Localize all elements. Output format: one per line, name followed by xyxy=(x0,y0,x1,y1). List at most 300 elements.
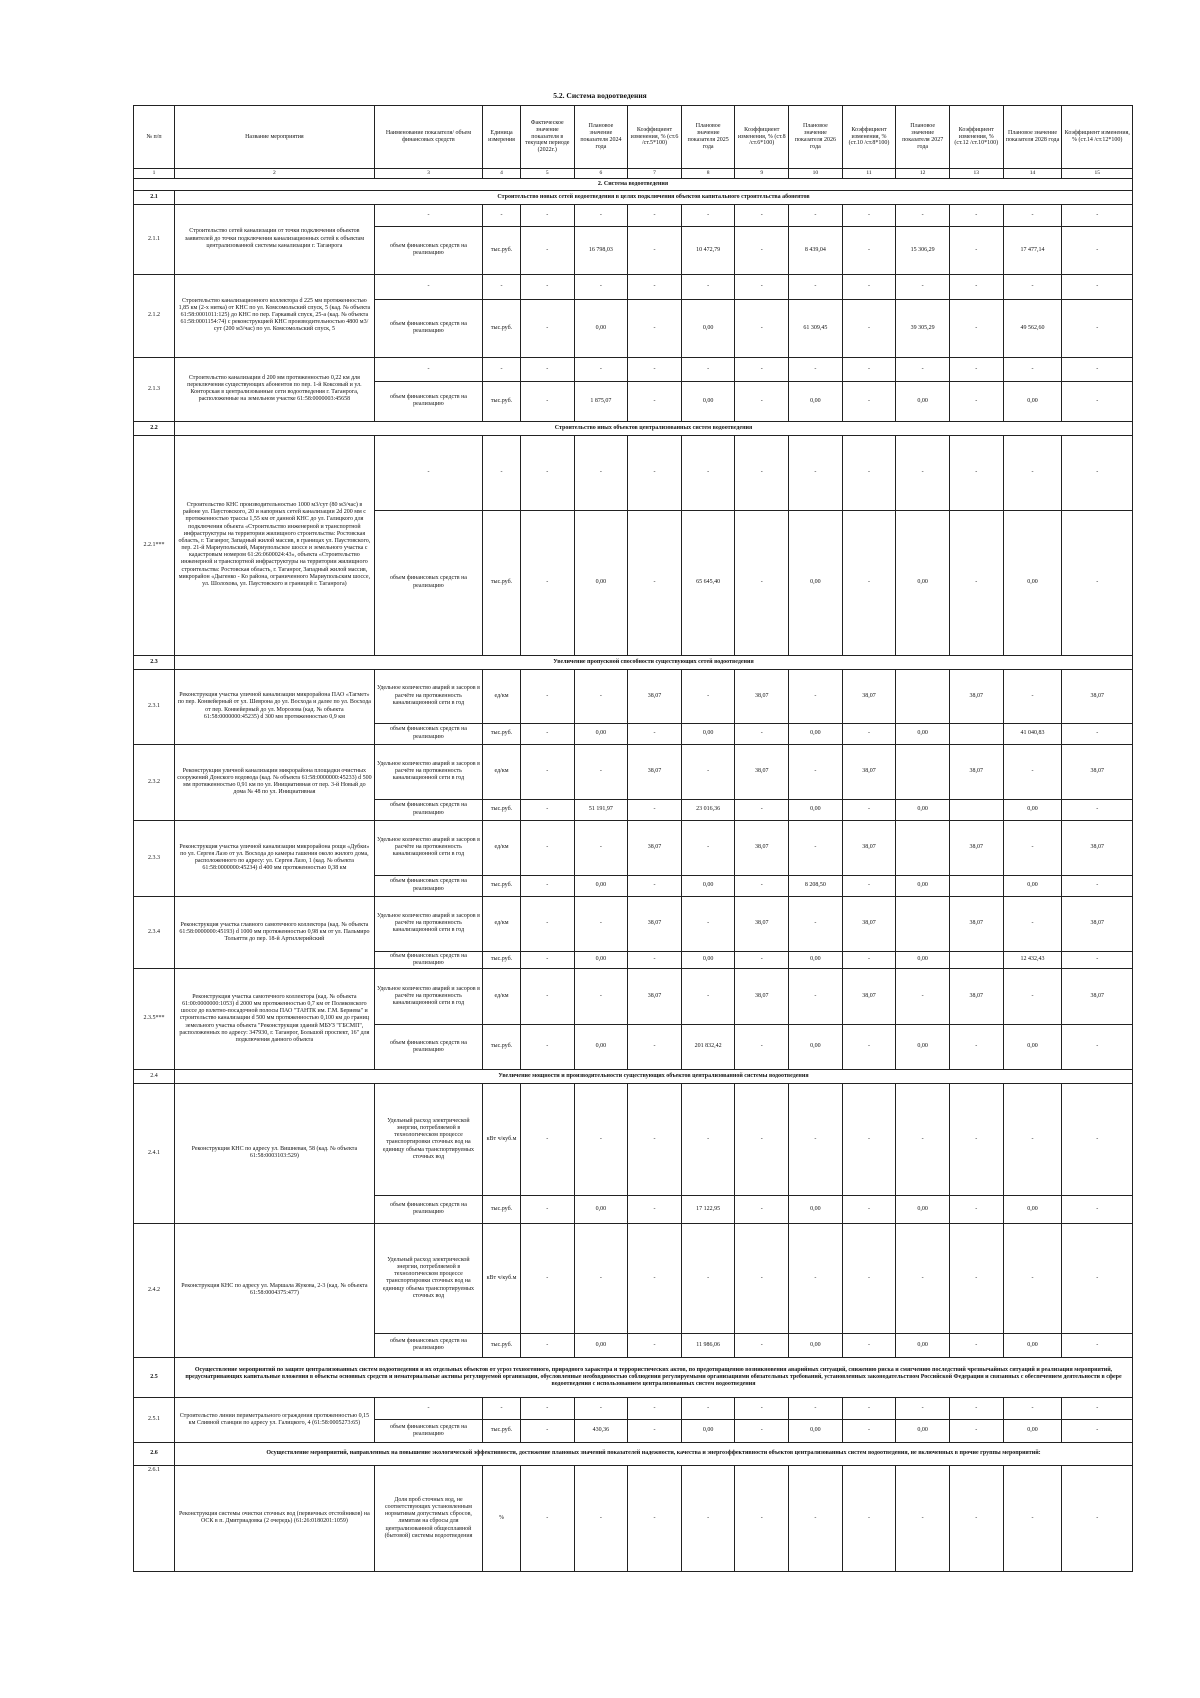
value-cell: 0,00 xyxy=(681,1419,735,1442)
value-cell: 0,00 xyxy=(789,510,843,655)
cell xyxy=(949,875,1003,896)
value-cell: 1 875,07 xyxy=(574,381,628,421)
cell: - xyxy=(520,744,574,799)
cell: - xyxy=(1003,1083,1062,1195)
item-number: 2.4.1 xyxy=(134,1083,175,1223)
cell: - xyxy=(628,723,682,744)
indicator-name: Удельное количество аварий и засоров в расчёте на протяженность канализационной сети в год xyxy=(374,669,482,723)
value-cell: 39 305,29 xyxy=(896,299,950,357)
value-cell: 38,07 xyxy=(735,820,789,875)
value-cell: 0,00 xyxy=(789,951,843,968)
unit: тыс.руб. xyxy=(483,1024,521,1069)
cell: - xyxy=(842,1024,896,1069)
cell: - xyxy=(735,1333,789,1357)
cell: - xyxy=(1062,435,1133,510)
value-cell: 38,07 xyxy=(949,968,1003,1024)
value-cell: 17 477,14 xyxy=(1003,226,1062,274)
value-cell: 0,00 xyxy=(1003,1333,1062,1357)
cell: - xyxy=(374,1397,482,1419)
header-cell: Коэффициент изменения, % (ст.12 /ст.10*100) xyxy=(949,106,1003,169)
cell: - xyxy=(520,510,574,655)
cell: - xyxy=(1003,1397,1062,1419)
value-cell: 38,07 xyxy=(842,896,896,951)
cell xyxy=(896,669,950,723)
value-cell: 0,00 xyxy=(896,510,950,655)
column-number: 14 xyxy=(1003,169,1062,179)
table-row xyxy=(134,274,1133,299)
cell: - xyxy=(628,274,682,299)
value-cell: 38,07 xyxy=(735,669,789,723)
cell: - xyxy=(1062,357,1133,381)
column-number: 3 xyxy=(374,169,482,179)
section-number: 2.3 xyxy=(134,655,175,669)
section-number: 2.6 xyxy=(134,1442,175,1465)
cell: - xyxy=(1003,896,1062,951)
value-cell: 0,00 xyxy=(574,1333,628,1357)
column-number: 2 xyxy=(175,169,375,179)
item-name: Реконструкция КНС по адресу ул. Маршала Жукова, 2-3 (кад. № объекта 61:58:0004375:477) xyxy=(175,1223,375,1357)
indicator-name: Доля проб сточных вод, не соответствующих установленным нормативам допустимых сбросов, лимитам на сбросы для централизованной общесплавной (бытовой) системы водоотведения xyxy=(374,1465,482,1571)
header-cell: Фактическое значение показателя в текущем периоде (2022г.) xyxy=(520,106,574,169)
cell: - xyxy=(1062,1419,1133,1442)
value-cell: 11 986,06 xyxy=(681,1333,735,1357)
cell: - xyxy=(520,226,574,274)
cell xyxy=(896,820,950,875)
cell xyxy=(949,723,1003,744)
cell: - xyxy=(896,435,950,510)
item-number: 2.3.4 xyxy=(134,896,175,968)
section-number: 2.4 xyxy=(134,1069,175,1083)
cell: - xyxy=(681,357,735,381)
cell: - xyxy=(628,204,682,226)
value-cell: 49 562,60 xyxy=(1003,299,1062,357)
indicator-name: Удельный расход электрической энергии, потребляемой в технологическом процессе транспортировки сточных вод на единицу объема транспортируемых сточных вод xyxy=(374,1223,482,1333)
indicator-name: объем финансовых средств на реализацию xyxy=(374,1333,482,1357)
cell: - xyxy=(681,204,735,226)
cell: - xyxy=(789,435,843,510)
value-cell: 38,07 xyxy=(949,669,1003,723)
cell: - xyxy=(1062,1083,1133,1195)
cell: - xyxy=(520,1397,574,1419)
cell: - xyxy=(520,1419,574,1442)
cell: - xyxy=(520,381,574,421)
indicator-name: объем финансовых средств на реализацию xyxy=(374,723,482,744)
cell: - xyxy=(520,1223,574,1333)
value-cell: 0,00 xyxy=(789,1419,843,1442)
cell xyxy=(896,744,950,799)
cell: - xyxy=(735,1195,789,1223)
indicator-name: Удельное количество аварий и засоров в расчёте на протяженность канализационной сети в год xyxy=(374,896,482,951)
value-cell: 0,00 xyxy=(574,875,628,896)
cell: - xyxy=(842,951,896,968)
indicator-name: Удельное количество аварий и засоров в расчёте на протяженность канализационной сети в год xyxy=(374,968,482,1024)
cell: - xyxy=(842,204,896,226)
value-cell: 38,07 xyxy=(1062,744,1133,799)
cell: - xyxy=(628,381,682,421)
cell: - xyxy=(1003,274,1062,299)
cell: - xyxy=(520,204,574,226)
cell: - xyxy=(520,1465,574,1571)
cell: - xyxy=(374,357,482,381)
section-row xyxy=(134,655,1133,669)
value-cell: 38,07 xyxy=(628,968,682,1024)
cell: - xyxy=(896,1465,950,1571)
cell: - xyxy=(520,951,574,968)
indicator-name: Удельный расход электрической энергии, потребляемой в технологическом процессе транспортировки сточных вод на единицу объема транспортируемых сточных вод xyxy=(374,1083,482,1195)
header-cell: Коэффициент изменения, % (ст.10 /ст.8*100) xyxy=(842,106,896,169)
value-cell: 0,00 xyxy=(574,510,628,655)
section-row xyxy=(134,1069,1133,1083)
unit: ед/км xyxy=(483,669,521,723)
value-cell: 0,00 xyxy=(1003,1419,1062,1442)
cell: - xyxy=(1003,435,1062,510)
cell: - xyxy=(789,1083,843,1195)
item-name: Строительство линии периметрального ограждения протяженностью 0,15 км Сливной станции по адресу ул. Галицкого, 4 (61:58:0005273:65) xyxy=(175,1397,375,1442)
cell: - xyxy=(574,435,628,510)
section-title: Строительство иных объектов централизованных систем водоотведения xyxy=(175,421,1133,435)
cell: - xyxy=(789,896,843,951)
cell: - xyxy=(520,274,574,299)
value-cell: 0,00 xyxy=(1003,1024,1062,1069)
item-name: Строительство канализационного коллектора d 225 мм протяженностью 1,85 км (2-х нитка) от КНС по ул. Комсомольский спуск, 5 (кад. № объекта 61:58:0001011:125) до КНС по пер. Гаркавый спуск, 25-а (кад. № объекта 61:58:0001154:74) с реконструкцией КНС производительностью 4800 м3/сут (200 м3/час) по ул. Комсомольский спуск, 5 xyxy=(175,274,375,357)
value-cell: 0,00 xyxy=(896,799,950,820)
value-cell: 0,00 xyxy=(574,723,628,744)
value-cell: 0,00 xyxy=(1003,799,1062,820)
cell: - xyxy=(1003,204,1062,226)
cell: - xyxy=(842,1083,896,1195)
cell: - xyxy=(735,274,789,299)
value-cell: 38,07 xyxy=(628,896,682,951)
indicator-name: объем финансовых средств на реализацию xyxy=(374,299,482,357)
header-cell: Наименование показателя/ объем финансовых средств xyxy=(374,106,482,169)
section-title: Увеличение мощности и производительности существующих объектов централизованной системы водоотведения xyxy=(175,1069,1133,1083)
cell: - xyxy=(374,435,482,510)
value-cell: 65 645,40 xyxy=(681,510,735,655)
cell: - xyxy=(789,1397,843,1419)
table-row xyxy=(134,820,1133,875)
cell: - xyxy=(842,1333,896,1357)
item-name: Реконструкция участка уличной канализации микрорайона рощи «Дубки» по ул. Сергея Лазо от ул. Восхода до камеры гашения около жилого дома, расположенного по адресу: ул. Сергея Лазо, 1 (кад. № объекта 61:58:0000000:45234) d 400 мм протяженностью 0,38 км xyxy=(175,820,375,896)
cell: - xyxy=(949,1223,1003,1333)
indicator-name: Удельное количество аварий и засоров в расчёте на протяженность канализационной сети в год xyxy=(374,744,482,799)
cell: - xyxy=(735,299,789,357)
cell: - xyxy=(896,1223,950,1333)
cell: - xyxy=(1003,357,1062,381)
table-row xyxy=(134,435,1133,510)
indicator-name: объем финансовых средств на реализацию xyxy=(374,381,482,421)
cell: - xyxy=(1003,968,1062,1024)
value-cell: 0,00 xyxy=(574,951,628,968)
cell: - xyxy=(1003,1223,1062,1333)
cell: - xyxy=(681,1397,735,1419)
value-cell: 0,00 xyxy=(789,799,843,820)
cell: - xyxy=(949,204,1003,226)
header-cell: Плановое значение показателя 2026 года xyxy=(789,106,843,169)
item-number: 2.3.3 xyxy=(134,820,175,896)
cell: - xyxy=(681,435,735,510)
cell: - xyxy=(735,723,789,744)
value-cell: 0,00 xyxy=(574,299,628,357)
cell: - xyxy=(735,1465,789,1571)
column-number: 12 xyxy=(896,169,950,179)
value-cell: 0,00 xyxy=(896,875,950,896)
cell xyxy=(896,896,950,951)
cell: - xyxy=(520,723,574,744)
unit: тыс.руб. xyxy=(483,226,521,274)
cell: - xyxy=(520,896,574,951)
cell: - xyxy=(628,1195,682,1223)
value-cell: 8 208,50 xyxy=(789,875,843,896)
section-row xyxy=(134,421,1133,435)
cell: - xyxy=(949,299,1003,357)
column-number: 10 xyxy=(789,169,843,179)
cell: - xyxy=(735,1397,789,1419)
cell: - xyxy=(681,1465,735,1571)
cell: - xyxy=(949,1195,1003,1223)
cell: - xyxy=(735,875,789,896)
table-row xyxy=(134,896,1133,951)
cell: - xyxy=(949,381,1003,421)
column-number: 13 xyxy=(949,169,1003,179)
cell: - xyxy=(681,669,735,723)
cell: - xyxy=(574,744,628,799)
cell: - xyxy=(628,357,682,381)
value-cell: 38,07 xyxy=(735,968,789,1024)
value-cell: 41 040,83 xyxy=(1003,723,1062,744)
cell: - xyxy=(628,1083,682,1195)
cell: - xyxy=(681,968,735,1024)
column-number: 8 xyxy=(681,169,735,179)
unit: ед/км xyxy=(483,896,521,951)
cell: - xyxy=(520,820,574,875)
cell: - xyxy=(574,820,628,875)
column-number: 4 xyxy=(483,169,521,179)
cell: - xyxy=(520,875,574,896)
indicator-name: объем финансовых средств на реализацию xyxy=(374,510,482,655)
value-cell: 0,00 xyxy=(896,381,950,421)
cell: - xyxy=(574,1223,628,1333)
unit: тыс.руб. xyxy=(483,799,521,820)
value-cell: 61 309,45 xyxy=(789,299,843,357)
unit: тыс.руб. xyxy=(483,723,521,744)
cell: - xyxy=(1062,1333,1133,1357)
cell: - xyxy=(1062,381,1133,421)
header-cell: Коэффициент изменения, % (ст.8 /ст.6*100) xyxy=(735,106,789,169)
cell: - xyxy=(789,1465,843,1571)
cell: - xyxy=(628,799,682,820)
value-cell: 0,00 xyxy=(896,1195,950,1223)
value-cell: 0,00 xyxy=(789,381,843,421)
cell: - xyxy=(483,1397,521,1419)
section-title: Строительство новых сетей водоотведения в целях подключения объектов капитального строительства абонентов xyxy=(175,190,1133,204)
cell: - xyxy=(520,299,574,357)
cell: - xyxy=(483,357,521,381)
cell: - xyxy=(574,1397,628,1419)
value-cell: 10 472,79 xyxy=(681,226,735,274)
item-name: Реконструкция уличной канализации микрорайона площадки очистных сооружений Донского водовода (кад. № объекта 61:58:0000000:45233) d 500 мм протяженностью 0,91 км по ул. Инициативная от пер. 3-й Новый до дома № 48 по ул. Инициативная xyxy=(175,744,375,820)
cell: - xyxy=(1062,1223,1133,1333)
section-row xyxy=(134,1357,1133,1397)
indicator-name: объем финансовых средств на реализацию xyxy=(374,1195,482,1223)
value-cell: 17 122,95 xyxy=(681,1195,735,1223)
document-title: 5.2. Система водоотведения xyxy=(553,91,647,100)
header-cell: Плановое значение показателя 2025 года xyxy=(681,106,735,169)
cell: - xyxy=(949,1419,1003,1442)
cell: - xyxy=(574,896,628,951)
cell: - xyxy=(520,435,574,510)
cell: - xyxy=(896,204,950,226)
cell: - xyxy=(520,357,574,381)
header-cell: Коэффициент изменения, % (ст.6 /ст.5*100) xyxy=(628,106,682,169)
column-number: 1 xyxy=(134,169,175,179)
value-cell: 0,00 xyxy=(896,1333,950,1357)
unit: тыс.руб. xyxy=(483,951,521,968)
cell: - xyxy=(735,1223,789,1333)
cell: - xyxy=(842,1419,896,1442)
value-cell: 0,00 xyxy=(1003,510,1062,655)
table-row xyxy=(134,1223,1133,1333)
indicator-name: объем финансовых средств на реализацию xyxy=(374,226,482,274)
item-name: Реконструкция КНС по адресу ул. Вишневая, 58 (кад. № объекта 61:58:0003103:529) xyxy=(175,1083,375,1223)
cell: - xyxy=(520,1195,574,1223)
cell: - xyxy=(1003,820,1062,875)
value-cell: 38,07 xyxy=(949,896,1003,951)
cell: - xyxy=(628,1419,682,1442)
cell: - xyxy=(1062,875,1133,896)
value-cell: 0,00 xyxy=(896,1024,950,1069)
block-title-row xyxy=(134,178,1133,190)
cell: - xyxy=(735,951,789,968)
cell: - xyxy=(789,274,843,299)
section-number: 2.2 xyxy=(134,421,175,435)
item-name: Реконструкция участка самотечного коллектора (кад. № объекта 61:00:0000000:1053) d 2000 мм протяженностью 0,7 км от Поляковского шоссе до взлетно-посадочной полосы ПАО "ТАНТК им. Г.М. Бериева" и строительство канализации d 500 мм протяженностью 0,100 км до границ земельного участка объекта "Реконструкция зданий МБУЗ "ГБСМП", расположенных по адресу: 347930, г. Таганрог, Большой проспект, 16" для подключения данного объекта xyxy=(175,968,375,1069)
cell: - xyxy=(628,1333,682,1357)
cell: - xyxy=(949,226,1003,274)
item-name: Реконструкция системы очистки сточных вод (первичных отстойников) на ОСК в п. Дмитриадовка (2 очередь) (61:26:0180201:1059) xyxy=(175,1465,375,1571)
table-row xyxy=(134,204,1133,226)
value-cell: 38,07 xyxy=(1062,669,1133,723)
value-cell: 38,07 xyxy=(842,968,896,1024)
value-cell: 38,07 xyxy=(628,744,682,799)
cell: - xyxy=(949,1465,1003,1571)
cell: - xyxy=(574,204,628,226)
cell: - xyxy=(949,435,1003,510)
cell: - xyxy=(483,204,521,226)
cell: - xyxy=(628,299,682,357)
cell: - xyxy=(374,274,482,299)
value-cell: 0,00 xyxy=(681,951,735,968)
cell: - xyxy=(949,1024,1003,1069)
value-cell: 38,07 xyxy=(1062,820,1133,875)
cell: - xyxy=(574,274,628,299)
section-row xyxy=(134,1442,1133,1465)
cell: - xyxy=(483,435,521,510)
value-cell: 430,36 xyxy=(574,1419,628,1442)
indicator-name: объем финансовых средств на реализацию xyxy=(374,1419,482,1442)
unit: % xyxy=(483,1465,521,1571)
cell: - xyxy=(735,381,789,421)
header-cell: Плановое значение показателя 2024 года xyxy=(574,106,628,169)
value-cell: 12 432,43 xyxy=(1003,951,1062,968)
cell: - xyxy=(1062,510,1133,655)
value-cell: 0,00 xyxy=(681,723,735,744)
value-cell: 0,00 xyxy=(789,1195,843,1223)
cell: - xyxy=(896,1083,950,1195)
item-name: Реконструкция участка уличной канализации микрорайона ПАО «Тагмет» по пер. Конвейерный от ул. Шеврона до ул. Восхода и далее по ул. Восхода от пер. Конвейерный до ул. Морозова (кад. № объекта 61:58:0000000:45235) d 300 мм протяженностью 0,9 км xyxy=(175,669,375,744)
cell: - xyxy=(842,799,896,820)
indicator-name: объем финансовых средств на реализацию xyxy=(374,875,482,896)
column-number: 15 xyxy=(1062,169,1133,179)
cell: - xyxy=(896,1397,950,1419)
cell: - xyxy=(628,435,682,510)
unit: тыс.руб. xyxy=(483,1333,521,1357)
cell: - xyxy=(628,1223,682,1333)
indicator-name: объем финансовых средств на реализацию xyxy=(374,1024,482,1069)
item-number: 2.3.1 xyxy=(134,669,175,744)
table-row xyxy=(134,968,1133,1024)
cell: - xyxy=(842,510,896,655)
cell: - xyxy=(520,799,574,820)
cell: - xyxy=(842,381,896,421)
cell: - xyxy=(483,274,521,299)
cell: - xyxy=(681,1083,735,1195)
table-row xyxy=(134,357,1133,381)
value-cell: 16 798,03 xyxy=(574,226,628,274)
value-cell: 15 306,29 xyxy=(896,226,950,274)
cell: - xyxy=(735,1024,789,1069)
column-number: 6 xyxy=(574,169,628,179)
unit: кВт ч/куб.м xyxy=(483,1223,521,1333)
value-cell: 38,07 xyxy=(628,669,682,723)
cell: - xyxy=(789,669,843,723)
cell: - xyxy=(1062,1024,1133,1069)
item-number: 2.3.5*** xyxy=(134,968,175,1069)
cell: - xyxy=(842,299,896,357)
value-cell: 38,07 xyxy=(949,820,1003,875)
item-number: 2.3.2 xyxy=(134,744,175,820)
cell: - xyxy=(735,204,789,226)
value-cell: 0,00 xyxy=(789,723,843,744)
column-number: 5 xyxy=(520,169,574,179)
cell: - xyxy=(735,799,789,820)
value-cell: 0,00 xyxy=(1003,875,1062,896)
table-row xyxy=(134,1465,1133,1571)
cell: - xyxy=(842,226,896,274)
cell: - xyxy=(374,204,482,226)
cell: - xyxy=(789,1223,843,1333)
value-cell: 38,07 xyxy=(842,744,896,799)
cell: - xyxy=(520,1024,574,1069)
value-cell: 0,00 xyxy=(1003,381,1062,421)
value-cell: 0,00 xyxy=(896,723,950,744)
column-number: 11 xyxy=(842,169,896,179)
section-number: 2.1 xyxy=(134,190,175,204)
value-cell: 38,07 xyxy=(1062,896,1133,951)
indicator-name: объем финансовых средств на реализацию xyxy=(374,951,482,968)
cell: - xyxy=(681,896,735,951)
cell: - xyxy=(789,357,843,381)
value-cell: 0,00 xyxy=(681,381,735,421)
unit: тыс.руб. xyxy=(483,510,521,655)
item-number: 2.1.1 xyxy=(134,204,175,274)
unit: тыс.руб. xyxy=(483,1419,521,1442)
cell: - xyxy=(574,1083,628,1195)
header-cell: Коэффициент изменения, % (ст.14 /ст.12*100) xyxy=(1062,106,1133,169)
cell: - xyxy=(949,1397,1003,1419)
cell: - xyxy=(735,1419,789,1442)
cell: - xyxy=(896,968,950,1024)
section-number: 2.5 xyxy=(134,1357,175,1397)
